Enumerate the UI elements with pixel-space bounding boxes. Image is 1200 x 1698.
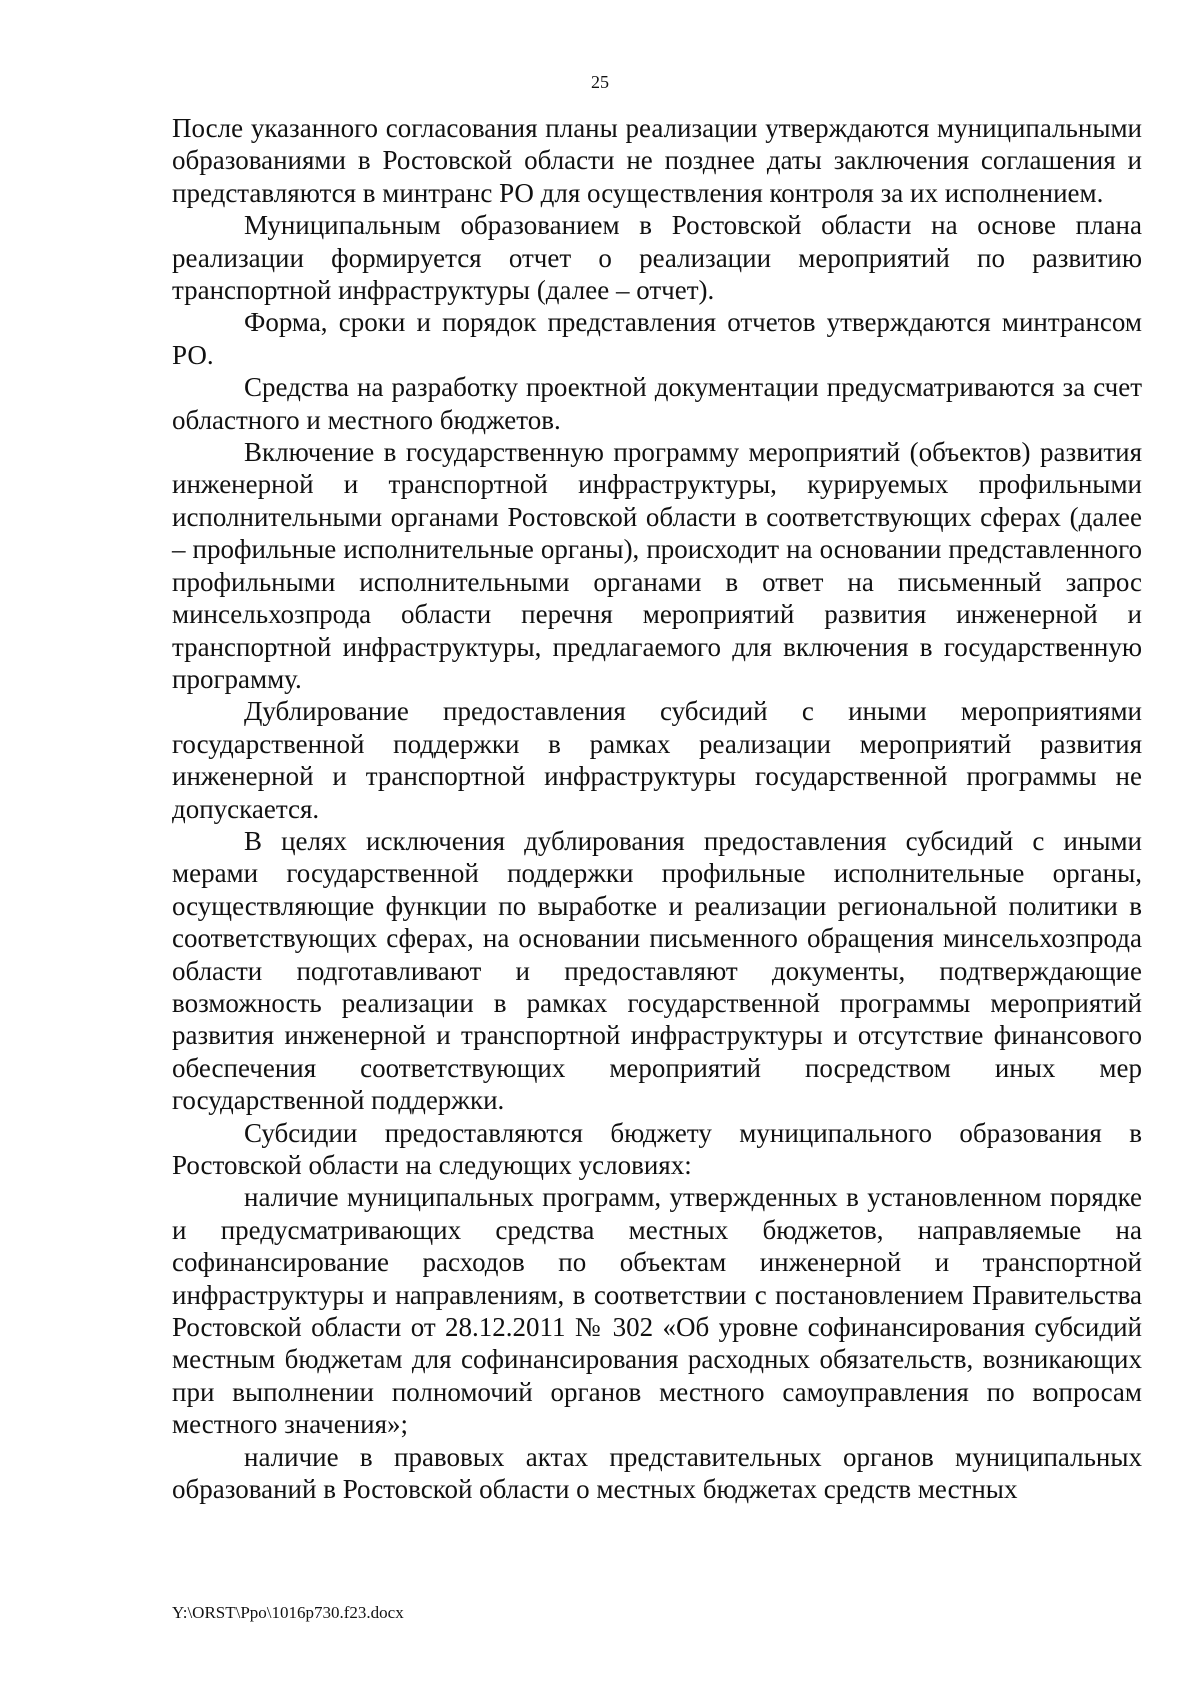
file-path-footer: Y:\ORST\Ppo\1016p730.f23.docx	[172, 1603, 404, 1622]
paragraph-plan-approval: После указанного согласования планы реализации утверждаются муниципальными образованиями в Ростовской области не позднее даты заключения соглашения и представляются в минтранс РО для осуществления контроля за их исполнением.	[172, 113, 1142, 208]
paragraph-duplication-ban: Дублирование предоставления субсидий с иными мероприятиями государственной поддержки в рамках реализации мероприятий развития инженерной и транспортной инфраструктуры государственной программы не допускается.	[172, 696, 1142, 824]
paragraph-report-form: Форма, сроки и порядок представления отчетов утверждаются минтрансом РО.	[172, 307, 1142, 370]
paragraph-duplication-prevention: В целях исключения дублирования предоставления субсидий с иными мерами государственной поддержки профильные исполнительные органы, осуществляющие функции по выработке и реализации региональной политики в соответствующих сферах, на основании письменного обращения минсельхозпрода области подготавливают и предоставляют документы, подтверждающие возможность реализации в рамках государственной программы мероприятий развития инженерной и транспортной инфраструктуры и отсутствие финансового обеспечения соответствующих мероприятий посредством иных мер государственной поддержки.	[172, 825, 1142, 1116]
paragraph-report-formation: Муниципальным образованием в Ростовской области на основе плана реализации формируется отчет о реализации мероприятий по развитию транспортной инфраструктуры (далее – отчет).	[172, 210, 1142, 306]
paragraph-condition-programs: наличие муниципальных программ, утвержденных в установленном порядке и предусматривающих средства местных бюджетов, направляемые на софинансирование расходов по объектам инженерной и транспортной инфраструктуры и направлениям, в соответствии с постановлением Правительства Ростовской области от 28.12.2011 № 302 «Об уровне софинансирования субсидий местным бюджетам для софинансирования расходных обязательств, возникающих при выполнении полномочий органов местного самоуправления по вопросам местного значения»;	[172, 1182, 1142, 1440]
page-number: 25	[591, 72, 609, 92]
paragraph-design-funds: Средства на разработку проектной документации предусматриваются за счет областного и местного бюджетов.	[172, 372, 1142, 435]
paragraph-condition-budget-acts: наличие в правовых актах представительных органов муниципальных образований в Ростовской области о местных бюджетах средств местных	[172, 1441, 1142, 1505]
paragraph-program-inclusion: Включение в государственную программу мероприятий (объектов) развития инженерной и транспортной инфраструктуры, курируемых профильными исполнительными органами Ростовской области в соответствующих сферах (далее – профильные исполнительные органы), происходит на основании представленного профильными исполнительными органами в ответ на письменный запрос минсельхозпрода области перечня мероприятий развития инженерной и транспортной инфраструктуры, предлагаемого для включения в государственную программу.	[172, 437, 1142, 694]
document-body	[172, 112, 1142, 1505]
paragraph-subsidy-conditions: Субсидии предоставляются бюджету муниципального образования в Ростовской области на следующих условиях:	[172, 1117, 1142, 1180]
